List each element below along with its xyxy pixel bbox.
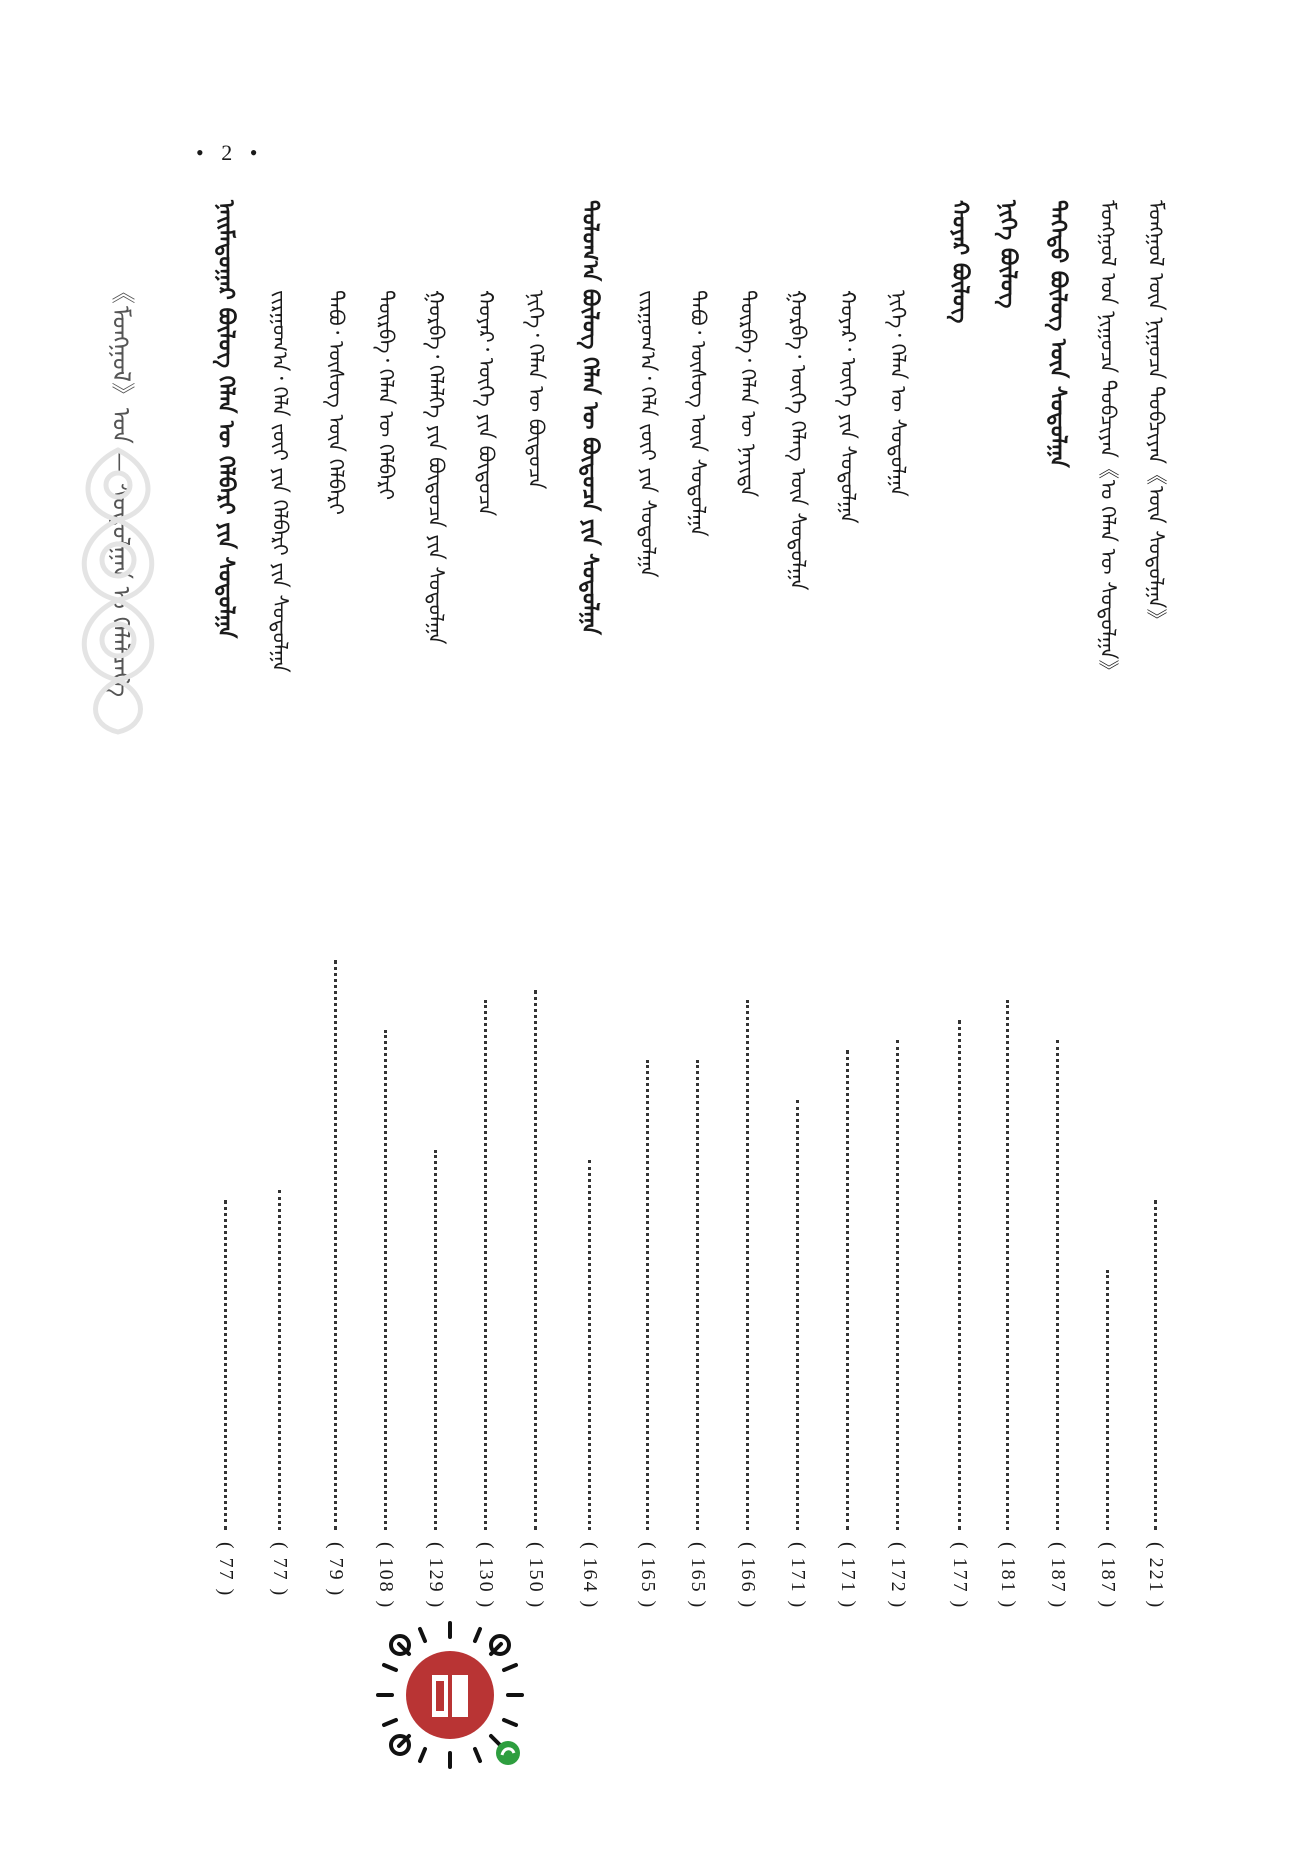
toc-dot-leader	[896, 1040, 899, 1530]
toc-entry-page: ( 150 )	[525, 1542, 547, 1610]
toc-entry[interactable]	[830, 200, 866, 1640]
toc-dot-leader	[1106, 1270, 1109, 1530]
toc-entry-page: ( 177 )	[949, 1542, 971, 1610]
toc-entry-title: ᠲᠠᠪᠤ᠂ ᠦᠰᠦᠭ ᠦᠨ ᠬᠡᠯᠪᠡᠷᠢ	[324, 290, 348, 515]
toc-entry[interactable]	[1040, 200, 1076, 1640]
toc-entry-title: ᠬᠣᠶᠠᠷ ᠪᠦᠯᠦᠭ	[947, 200, 973, 324]
toc-entry-page: ( 77 )	[215, 1542, 237, 1598]
toc-dot-leader	[384, 1030, 387, 1530]
toc-dot-leader	[534, 990, 537, 1530]
toc-entry[interactable]	[1090, 200, 1126, 1640]
toc-entry-page: ( 171 )	[787, 1542, 809, 1610]
toc-entry[interactable]	[418, 200, 454, 1640]
toc-entry-page: ( 221 )	[1145, 1542, 1167, 1610]
toc-dot-leader	[696, 1060, 699, 1530]
toc-entry[interactable]	[468, 200, 504, 1640]
toc-dot-leader	[846, 1050, 849, 1530]
toc-entry-title: ᠳᠣᠯᠣᠭ᠎ᠠ ᠪᠦᠯᠦᠭ ᠬᠡᠯᠡᠨ ᠦ ᠪᠦᠲᠦᠴᠡ ᠶᠢᠨ ᠰᠤᠳᠤᠯᠭᠠ	[577, 200, 603, 635]
toc-entry-page: ( 77 )	[269, 1542, 291, 1598]
toc-dot-leader	[1056, 1040, 1059, 1530]
toc-entry-page: ( 187 )	[1047, 1542, 1069, 1610]
toc-entry-title: ᠬᠣᠶᠠᠷ᠂ ᠦᠭᠡ ᠶᠢᠨ ᠪᠦᠲᠦᠴᠡ	[474, 290, 498, 517]
toc-entry-title: ᠳᠥᠷᠪᠡ᠂ ᠬᠡᠯᠡᠨ ᠦ ᠬᠡᠯᠪᠡᠷᠢ	[374, 290, 398, 501]
toc-entry[interactable]	[208, 200, 244, 1640]
toc-dot-leader	[334, 960, 337, 1530]
toc-entry-page: ( 108 )	[375, 1542, 397, 1610]
toc-entry-title: ᠬᠣᠶᠠᠷ᠂ ᠦᠭᠡ ᠶᠢᠨ ᠰᠤᠳᠤᠯᠭᠠ	[836, 290, 860, 524]
toc-entry[interactable]	[318, 200, 354, 1640]
toc-entry[interactable]	[518, 200, 554, 1640]
toc-entry[interactable]	[572, 200, 608, 1640]
toc-dot-leader	[224, 1200, 227, 1530]
running-title: 《ᠮᠣᠩᠭᠣᠯ》ᠤᠨ — ᠰᠤᠳᠤᠯᠭᠠᠨ ᠤ ᠬᠡᠯᠡᠯᠴᠡᠭᠡ	[107, 280, 135, 698]
toc-entry-title: ᠭᠤᠷᠪᠠ᠂ ᠦᠭᠡ ᠬᠡᠯᠡᠭ ᠦᠨ ᠰᠤᠳᠤᠯᠭᠠ	[786, 290, 810, 591]
toc-dot-leader	[278, 1190, 281, 1530]
toc-dot-leader	[434, 1150, 437, 1530]
toc-entry-page: ( 181 )	[997, 1542, 1019, 1610]
toc-dot-leader	[588, 1160, 591, 1530]
toc-entry-page: ( 165 )	[637, 1542, 659, 1610]
toc-entry-title: ᠭᠤᠷᠪᠠ᠂ ᠬᠡᠯᠡᠯᠭᠡ ᠶᠢᠨ ᠪᠦᠲᠦᠴᠡ ᠶᠢᠨ ᠰᠤᠳᠤᠯᠭᠠ	[424, 290, 448, 645]
toc-entry-title: ᠨᠢᠭᠡ᠂ ᠬᠡᠯᠡᠨ ᠦ ᠪᠦᠲᠦᠴᠡ	[524, 290, 548, 490]
toc-entry-title: ᠨᠢᠭᠡ᠂ ᠬᠡᠯᠡᠨ ᠦ ᠰᠤᠳᠤᠯᠭᠠ	[886, 290, 910, 497]
toc-entry-page: ( 187 )	[1097, 1542, 1119, 1610]
toc-entry[interactable]	[780, 200, 816, 1640]
toc-entry[interactable]	[730, 200, 766, 1640]
toc-entry[interactable]	[880, 200, 916, 1640]
toc-entry-page: ( 164 )	[579, 1542, 601, 1610]
toc-entry-page: ( 172 )	[887, 1542, 909, 1610]
toc-entry-title: ᠨᠠᠢᠮᠠᠳᠤᠭᠠᠷ ᠪᠦᠯᠦᠭ ᠬᠡᠯᠡᠨ ᠦ ᠬᠡᠯᠪᠡᠷᠢ ᠶᠢᠨ ᠰᠤᠳᠤᠯᠭᠠ	[213, 200, 239, 639]
toc-entry-page: ( 129 )	[425, 1542, 447, 1610]
toc-entry-page: ( 166 )	[737, 1542, 759, 1610]
toc-entry-title: ᠨᠢᠭᠡ ᠪᠦᠯᠦᠭ	[995, 200, 1021, 309]
toc-dot-leader	[746, 1000, 749, 1530]
toc-entry-page: ( 79 )	[325, 1542, 347, 1598]
toc-dot-leader	[484, 1000, 487, 1530]
page-number: • 2 •	[196, 140, 264, 165]
toc-entry-page: ( 165 )	[687, 1542, 709, 1610]
toc-dot-leader	[646, 1060, 649, 1530]
toc-dot-leader	[1154, 1200, 1157, 1530]
qr-code-icon[interactable]	[370, 1615, 530, 1775]
toc-entry-title: ᠮᠣᠩᠭᠣᠯ ᠦᠨ ᠨᠢᠭᠤᠴᠠ ᠲᠣᠪᠴᠢᠶᠠᠨ《ᠦᠨ ᠰᠤᠳᠤᠯᠭᠠ》	[1144, 200, 1168, 631]
toc-entry[interactable]	[262, 200, 298, 1640]
toc-entry[interactable]	[630, 200, 666, 1640]
toc-entry[interactable]	[368, 200, 404, 1640]
toc-entry-page: ( 171 )	[837, 1542, 859, 1610]
toc-entry-page: ( 130 )	[475, 1542, 497, 1610]
toc-entry[interactable]	[942, 200, 978, 1640]
toc-entry[interactable]	[680, 200, 716, 1640]
toc-dot-leader	[796, 1100, 799, 1530]
toc-entry-title: ᠳᠡᠭᠡᠳᠦ ᠪᠦᠯᠦᠭ ᠦᠨ ᠰᠤᠳᠤᠯᠭᠠ	[1045, 200, 1071, 468]
toc-entry[interactable]	[990, 200, 1026, 1640]
toc-entry-title: ᠵᠢᠷᠭᠤᠭ᠎ᠠ᠂ ᠬᠡᠯᠡ ᠵᠦᠢ ᠶᠢᠨ ᠰᠤᠳᠤᠯᠭᠠ	[636, 290, 660, 578]
toc-dot-leader	[958, 1020, 961, 1530]
ornament-icon	[58, 440, 178, 740]
toc-dot-leader	[1006, 1000, 1009, 1530]
toc-entry-title: ᠵᠢᠷᠭᠤᠭ᠎ᠠ᠂ ᠬᠡᠯᠡ ᠵᠦᠢ ᠶᠢᠨ ᠬᠡᠯᠪᠡᠷᠢ ᠶᠢᠨ ᠰᠤᠳᠤᠯᠭᠠ	[268, 290, 292, 673]
toc-entry-title: ᠳᠥᠷᠪᠡ᠂ ᠬᠡᠯᠡᠨ ᠦ ᠨᠡᠶᠢᠲᠡ	[736, 290, 760, 498]
toc-entry-title: ᠮᠣᠩᠭᠣᠯ ᠤᠨ ᠨᠢᠭᠤᠴᠠ ᠲᠣᠪᠴᠢᠶᠠᠨ《ᠤ ᠬᠡᠯᠡᠨ ᠦ ᠰᠤᠳᠤᠯᠭᠠ》	[1096, 200, 1120, 682]
toc-entry[interactable]	[1138, 200, 1174, 1640]
toc-entry-title: ᠲᠠᠪᠤ᠂ ᠦᠰᠦᠭ ᠦᠨ ᠰᠤᠳᠤᠯᠭᠠ	[686, 290, 710, 537]
